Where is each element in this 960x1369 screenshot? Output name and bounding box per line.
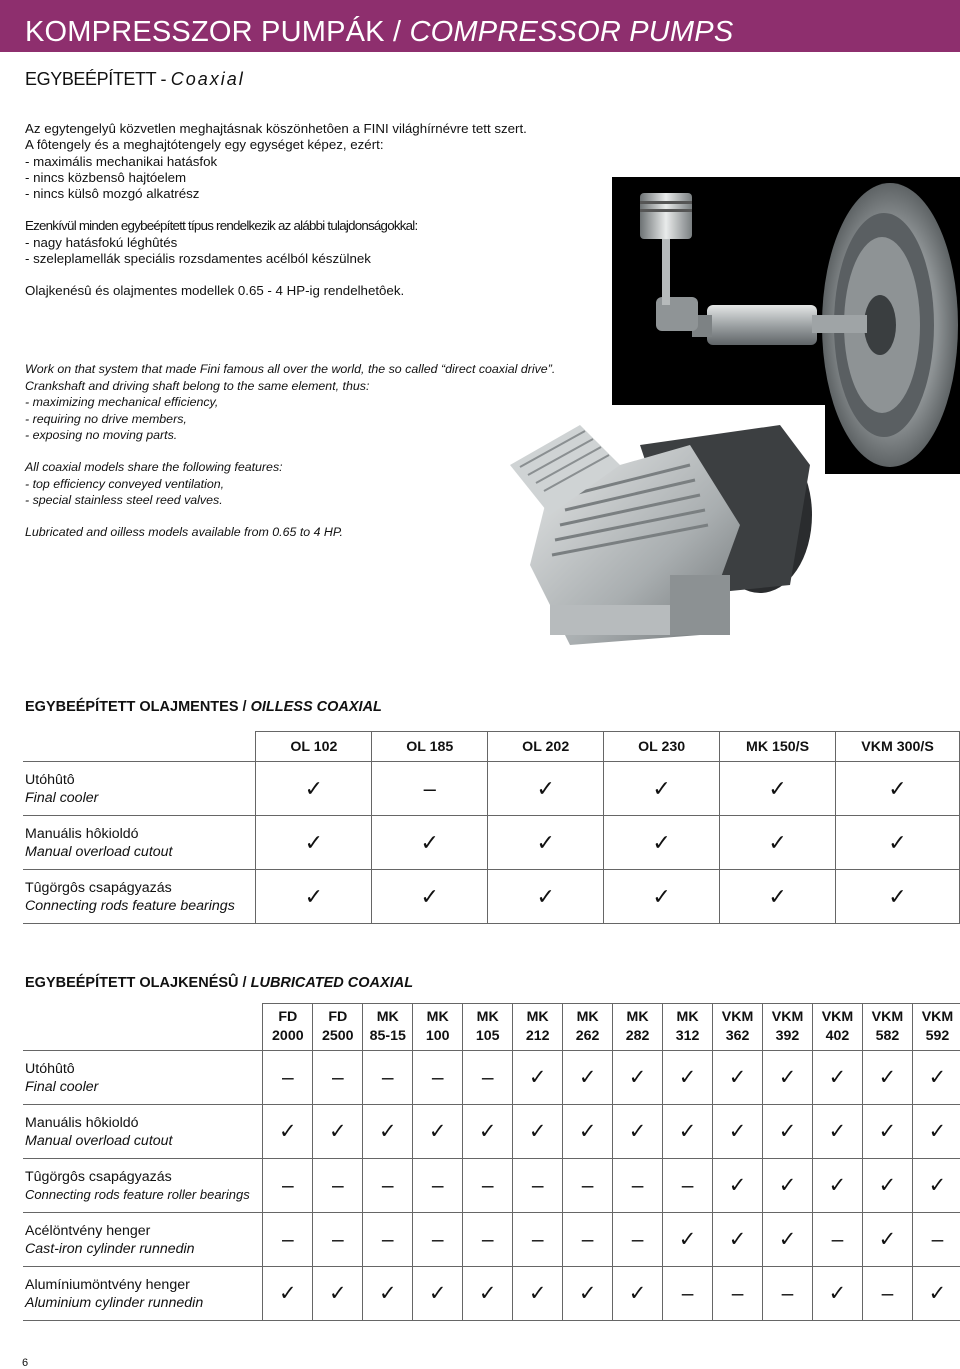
en-models-note: Lubricated and oilless models available from 0.65 to 4 HP.: [25, 524, 343, 539]
model-header: VKM 300/S: [836, 732, 960, 762]
row-label-hu: Tûgörgôs csapágyazás: [25, 879, 172, 896]
row-label: [23, 1051, 263, 1105]
oilless-title-en: OILLESS COAXIAL: [250, 699, 382, 715]
dash-mark: –: [563, 1159, 613, 1213]
row-label-en: Connecting rods feature roller bearings: [25, 1186, 250, 1202]
model-series: MK: [376, 1009, 399, 1025]
en-line: - top efficiency conveyed ventilation,: [25, 476, 225, 491]
compressor-pump-photo: [490, 405, 825, 663]
model-header: [763, 1004, 813, 1051]
dash-mark: –: [372, 762, 488, 816]
model-header: [363, 1004, 413, 1051]
model-series: MK: [676, 1009, 699, 1025]
model-header: [563, 1004, 613, 1051]
model-number: 592: [925, 1028, 950, 1044]
dash-mark: –: [912, 1213, 960, 1267]
row-label-hu: Manuális hôkioldó: [25, 1114, 139, 1131]
table-row: [23, 870, 960, 924]
dash-mark: –: [463, 1051, 513, 1105]
row-label-en: Manual overload cutout: [25, 1132, 173, 1149]
check-mark: ✓: [912, 1159, 960, 1213]
check-mark: ✓: [713, 1105, 763, 1159]
check-mark: ✓: [720, 762, 836, 816]
dash-mark: –: [463, 1159, 513, 1213]
table-header-row: [23, 1004, 960, 1051]
model-header: [463, 1004, 513, 1051]
check-mark: ✓: [713, 1051, 763, 1105]
oilless-title-separator: /: [242, 699, 247, 715]
table-row: [23, 1213, 960, 1267]
model-header: [313, 1004, 363, 1051]
check-mark: ✓: [836, 816, 960, 870]
model-header: [263, 1004, 313, 1051]
check-mark: ✓: [663, 1105, 713, 1159]
dash-mark: –: [363, 1213, 413, 1267]
header-title-en: COMPRESSOR PUMPS: [409, 16, 734, 48]
row-label: [23, 816, 256, 870]
check-mark: ✓: [413, 1105, 463, 1159]
model-series: VKM: [821, 1009, 854, 1025]
model-header: OL 102: [256, 732, 372, 762]
en-line: Work on that system that made Fini famous all over the world, the so called “direct coaxial drive”.: [25, 362, 556, 376]
model-header: [663, 1004, 713, 1051]
table-row: [23, 1267, 960, 1321]
hu-features-intro: Ezenkívül minden egybeépített típus rendelkezik az alábbi tulajdonságokkal:: [25, 218, 418, 234]
check-mark: ✓: [613, 1105, 663, 1159]
check-mark: ✓: [463, 1267, 513, 1321]
check-mark: ✓: [513, 1105, 563, 1159]
en-line: - requiring no drive members,: [25, 411, 187, 426]
check-mark: ✓: [812, 1105, 862, 1159]
check-mark: ✓: [862, 1051, 912, 1105]
row-label: [23, 762, 256, 816]
section-subtitle: [25, 69, 245, 90]
row-label-hu: Acélöntvény henger: [25, 1222, 151, 1239]
table-row: [23, 1051, 960, 1105]
model-header: [413, 1004, 463, 1051]
check-mark: ✓: [604, 816, 720, 870]
dash-mark: –: [563, 1213, 613, 1267]
table-row: [23, 816, 960, 870]
row-label-hu: Alumíniumöntvény henger: [25, 1276, 190, 1293]
model-number: 402: [825, 1028, 850, 1044]
lubricated-title-separator: /: [242, 975, 247, 991]
check-mark: ✓: [313, 1105, 363, 1159]
row-label: [23, 1159, 263, 1213]
model-series: FD: [328, 1009, 348, 1025]
check-mark: ✓: [313, 1267, 363, 1321]
check-mark: ✓: [372, 816, 488, 870]
model-series: MK: [426, 1009, 449, 1025]
en-line: - exposing no moving parts.: [25, 428, 178, 443]
check-mark: ✓: [912, 1105, 960, 1159]
header-title-hu: KOMPRESSZOR PUMPÁK: [25, 16, 385, 48]
check-mark: ✓: [862, 1159, 912, 1213]
model-series: MK: [476, 1009, 499, 1025]
model-series: VKM: [921, 1009, 954, 1025]
check-mark: ✓: [663, 1051, 713, 1105]
row-label-en: Final cooler: [25, 789, 99, 806]
dash-mark: –: [862, 1267, 912, 1321]
check-mark: ✓: [488, 762, 604, 816]
en-line: Crankshaft and driving shaft belong to the same element, thus:: [25, 378, 370, 393]
dash-mark: –: [613, 1213, 663, 1267]
check-mark: ✓: [363, 1105, 413, 1159]
hu-line: Az egytengelyû közvetlen meghajtásnak köszönhetôen a FINI világhírnévre tett szert.: [25, 121, 527, 136]
check-mark: ✓: [613, 1267, 663, 1321]
check-mark: ✓: [613, 1051, 663, 1105]
page-header: [0, 0, 960, 52]
hu-feature: - nagy hatásfokú léghûtés: [25, 234, 178, 250]
page-number: 6: [22, 1357, 29, 1369]
en-line: - special stainless steel reed valves.: [25, 493, 223, 508]
check-mark: ✓: [763, 1105, 813, 1159]
row-label-hu: Utóhûtô: [25, 1060, 75, 1077]
row-label: [23, 1267, 263, 1321]
dash-mark: –: [263, 1159, 313, 1213]
check-mark: ✓: [763, 1051, 813, 1105]
model-number: 392: [775, 1028, 800, 1044]
model-number: 2000: [272, 1028, 304, 1044]
check-mark: ✓: [912, 1051, 960, 1105]
check-mark: ✓: [513, 1051, 563, 1105]
hu-line: - nincs külsô mozgó alkatrész: [25, 186, 200, 202]
lubricated-spec-table: [23, 1003, 960, 1321]
en-line: - maximizing mechanical efficiency,: [25, 395, 219, 410]
model-number: 312: [675, 1028, 700, 1044]
model-number: 85-15: [369, 1028, 406, 1044]
model-number: 362: [725, 1028, 750, 1044]
check-mark: ✓: [720, 816, 836, 870]
check-mark: ✓: [256, 816, 372, 870]
model-header: OL 230: [604, 732, 720, 762]
hu-models-note: Olajkenésû és olajmentes modellek 0.65 - 4 HP-ig rendelhetôek.: [25, 283, 405, 299]
en-line: All coaxial models share the following features:: [25, 459, 283, 474]
model-number: 100: [425, 1028, 450, 1044]
dash-mark: –: [663, 1267, 713, 1321]
model-header: OL 202: [488, 732, 604, 762]
model-number: 2500: [322, 1028, 354, 1044]
dash-mark: –: [713, 1267, 763, 1321]
dash-mark: –: [513, 1213, 563, 1267]
dash-mark: –: [613, 1159, 663, 1213]
check-mark: ✓: [713, 1213, 763, 1267]
row-label: [23, 870, 256, 924]
check-mark: ✓: [912, 1267, 960, 1321]
lubricated-title-hu: EGYBEÉPÍTETT OLAJKENÉSÛ: [25, 975, 239, 991]
check-mark: ✓: [363, 1267, 413, 1321]
dash-mark: –: [313, 1213, 363, 1267]
model-number: 262: [575, 1028, 600, 1044]
model-header: [713, 1004, 763, 1051]
check-mark: ✓: [720, 870, 836, 924]
model-header: MK 150/S: [720, 732, 836, 762]
check-mark: ✓: [463, 1105, 513, 1159]
dash-mark: –: [313, 1159, 363, 1213]
check-mark: ✓: [263, 1267, 313, 1321]
model-header: [613, 1004, 663, 1051]
hu-line: A fôtengely és a meghajtótengely egy egységet képez, ezért:: [25, 137, 384, 153]
check-mark: ✓: [836, 762, 960, 816]
check-mark: ✓: [812, 1051, 862, 1105]
check-mark: ✓: [263, 1105, 313, 1159]
row-label-hu: Utóhûtô: [25, 771, 75, 788]
hu-feature: - szeleplamellák speciális rozsdamentes acélból készülnek: [25, 251, 371, 267]
lubricated-section-title: [25, 975, 413, 991]
row-label-en: Manual overload cutout: [25, 843, 173, 860]
dash-mark: –: [263, 1051, 313, 1105]
table-row: [23, 762, 960, 816]
check-mark: ✓: [256, 870, 372, 924]
dash-mark: –: [663, 1159, 713, 1213]
dash-mark: –: [413, 1159, 463, 1213]
hu-line: - maximális mechanikai hatásfok: [25, 153, 218, 169]
row-label-en: Aluminium cylinder runnedin: [25, 1294, 204, 1311]
model-header: [513, 1004, 563, 1051]
check-mark: ✓: [862, 1105, 912, 1159]
subtitle-separator: -: [160, 69, 167, 89]
dash-mark: –: [363, 1051, 413, 1105]
check-mark: ✓: [513, 1267, 563, 1321]
row-label-en: Final cooler: [25, 1078, 99, 1095]
model-header: [812, 1004, 862, 1051]
check-mark: ✓: [713, 1159, 763, 1213]
table-row: [23, 1105, 960, 1159]
check-mark: ✓: [413, 1267, 463, 1321]
check-mark: ✓: [604, 762, 720, 816]
row-label-en: Connecting rods feature bearings: [25, 897, 235, 914]
check-mark: ✓: [488, 870, 604, 924]
model-series: VKM: [871, 1009, 904, 1025]
check-mark: ✓: [763, 1159, 813, 1213]
model-header: OL 185: [372, 732, 488, 762]
check-mark: ✓: [862, 1213, 912, 1267]
lubricated-title-en: LUBRICATED COAXIAL: [250, 975, 414, 991]
table-header-row: [23, 732, 960, 762]
check-mark: ✓: [372, 870, 488, 924]
dash-mark: –: [263, 1213, 313, 1267]
header-separator: /: [392, 16, 402, 48]
oilless-spec-table: [23, 731, 960, 924]
row-label-hu: Manuális hôkioldó: [25, 825, 139, 842]
row-label: [23, 1105, 263, 1159]
oilless-section-title: [25, 699, 382, 715]
table-row: [23, 1159, 960, 1213]
model-series: FD: [278, 1009, 298, 1025]
dash-mark: –: [812, 1213, 862, 1267]
hu-line: - nincs közbensô hajtóelem: [25, 169, 187, 185]
check-mark: ✓: [812, 1159, 862, 1213]
model-series: MK: [576, 1009, 599, 1025]
check-mark: ✓: [812, 1267, 862, 1321]
check-mark: ✓: [763, 1213, 813, 1267]
dash-mark: –: [513, 1159, 563, 1213]
dash-mark: –: [763, 1267, 813, 1321]
dash-mark: –: [413, 1213, 463, 1267]
model-series: VKM: [771, 1009, 804, 1025]
model-header: [912, 1004, 960, 1051]
dash-mark: –: [363, 1159, 413, 1213]
model-number: 282: [625, 1028, 650, 1044]
check-mark: ✓: [604, 870, 720, 924]
model-series: MK: [526, 1009, 549, 1025]
check-mark: ✓: [663, 1213, 713, 1267]
dash-mark: –: [413, 1051, 463, 1105]
model-header: [862, 1004, 912, 1051]
check-mark: ✓: [563, 1267, 613, 1321]
check-mark: ✓: [256, 762, 372, 816]
model-number: 105: [475, 1028, 500, 1044]
oilless-title-hu: EGYBEÉPÍTETT OLAJMENTES: [25, 699, 239, 715]
subtitle-hu: EGYBEÉPÍTETT: [25, 69, 156, 89]
row-label-hu: Tûgörgôs csapágyazás: [25, 1168, 172, 1185]
check-mark: ✓: [488, 816, 604, 870]
model-series: VKM: [721, 1009, 754, 1025]
model-number: 582: [875, 1028, 900, 1044]
check-mark: ✓: [836, 870, 960, 924]
dash-mark: –: [463, 1213, 513, 1267]
model-number: 212: [525, 1028, 550, 1044]
subtitle-en: Coaxial: [170, 69, 245, 89]
check-mark: ✓: [563, 1105, 613, 1159]
hungarian-description: [25, 121, 585, 300]
row-label: [23, 1213, 263, 1267]
dash-mark: –: [313, 1051, 363, 1105]
model-series: MK: [626, 1009, 649, 1025]
row-label-en: Cast-iron cylinder runnedin: [25, 1240, 195, 1257]
check-mark: ✓: [563, 1051, 613, 1105]
